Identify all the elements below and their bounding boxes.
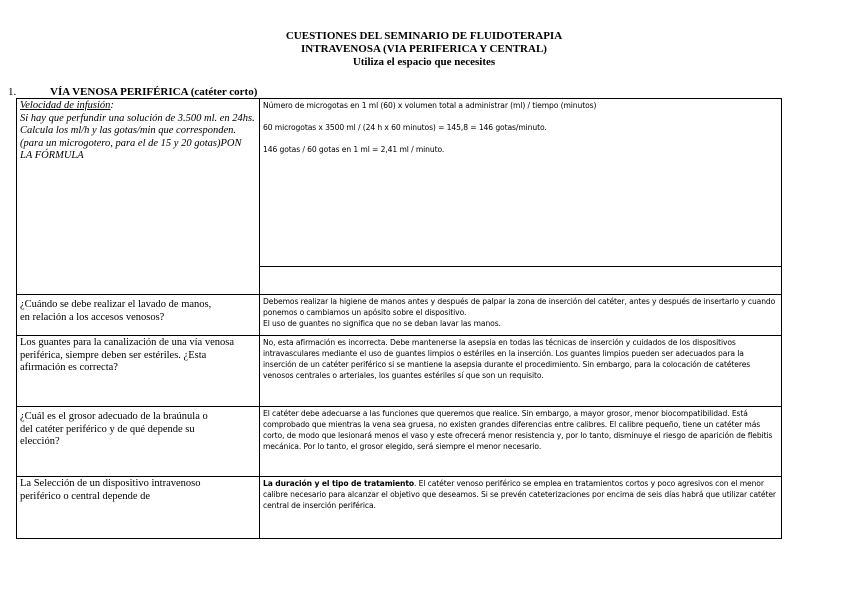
answer-cell[interactable] <box>260 99 782 267</box>
answer-cell[interactable] <box>260 477 782 539</box>
answer-line: No, esta afirmación es incorrecta. Debe mantenerse la asepsia en todas las técnicas de inserción y cuidados de los dispositivos intravasculares mediante el uso de guantes limpios o estériles en la inserción. Los guantes limpios pueden ser adecuados para la inserción de un catéter periférico si se mantiene la asepsia durante el procedimiento. Sin embargo, para la colocación de catéteres venosos centrales o arteriales, los guantes estériles sí que son un requisito. <box>263 338 751 380</box>
answer-line: El catéter debe adecuarse a las funciones que queremos que realice. Sin embargo, a mayor grosor, menor biocompatibilidad. Está comprobado que mientras la vena sea gruesa, no existen grandes diferencias entre calibres. El calibre pequeño, tiene un catéter más corto, de modo que lesionará menos el vaso y este ofrecerá menor resistencia y, por lo tanto, disminuye el riesgo de aparición de flebitis mecánica. Por lo tanto, el grosor elegido, será siempre el menor necesario. <box>263 409 773 451</box>
answer-line: Número de microgotas en 1 ml (60) x volumen total a administrar (ml) / tiempo (minutos) <box>263 101 597 110</box>
document-title <box>0 30 848 69</box>
answer-line: Debemos realizar la higiene de manos antes y después de palpar la zona de inserción del catéter, antes y después de insertarlo y cuando ponemos o cambiamos un apósito sobre el dispositivo. <box>263 297 776 317</box>
answer-line: El uso de guantes no significa que no se deban lavar las manos. <box>263 319 501 328</box>
question-text: ¿Cuándo se debe realizar el lavado de manos, en relación a los accesos venosos? <box>20 299 212 323</box>
answer-cell-empty[interactable] <box>260 267 782 295</box>
answer-bold-lead: La duración y el tipo de tratamiento <box>263 479 415 488</box>
section-number: 1. <box>8 86 17 98</box>
section-subtitle: (catéter corto) <box>190 86 258 98</box>
question-cell <box>17 477 260 539</box>
section-heading <box>8 86 258 98</box>
title-line-3: Utiliza el espacio que necesites <box>352 56 496 68</box>
table-row <box>17 477 782 539</box>
question-cell <box>17 295 260 336</box>
table-row <box>17 336 782 407</box>
question-cell <box>17 99 260 295</box>
question-text: ¿Cuál es el grosor adecuado de la braúnula o del catéter periférico y de qué depende su elección? <box>20 411 208 447</box>
question-cell <box>17 336 260 407</box>
question-text: Los guantes para la canalización de una vía venosa periférica, siempre deben ser estériles. ¿Esta afirmación es correcta? <box>20 337 234 373</box>
answer-text: . El catéter venoso periférico se emplea en tratamientos cortos y poco agresivos con el menor calibre necesario para alcanzar el objetivo que deseamos. Si se prevén cateterizaciones por encima de seis días habrá que utilizar catéter central de inserción periférica. <box>263 479 776 510</box>
table-row <box>17 295 782 336</box>
answer-line <box>263 478 778 511</box>
question-text: Si hay que perfundir una solución de 3.500 ml. en 24hs. Calcula los ml/h y las gotas/min que corresponden. (para un microgotero, para el de 15 y 20 gotas)PON LA FÓRMULA <box>20 112 255 161</box>
answer-cell[interactable] <box>260 336 782 407</box>
question-colon: : <box>110 100 114 111</box>
table-row <box>17 407 782 477</box>
question-text: La Selección de un dispositivo intravenoso periférico o central depende de <box>20 478 201 502</box>
question-heading: Velocidad de infusión <box>20 100 111 111</box>
title-line-2: INTRAVENOSA (VIA PERIFERICA Y CENTRAL) <box>301 43 547 55</box>
answer-cell[interactable] <box>260 407 782 477</box>
answer-cell[interactable] <box>260 295 782 336</box>
answer-line: 146 gotas / 60 gotas en 1 ml = 2,41 ml / minuto. <box>263 145 445 154</box>
section-title: VÍA VENOSA PERIFÉRICA <box>50 86 188 98</box>
answer-line: 60 microgotas x 3500 ml / (24 h x 60 minutos) = 145,8 = 146 gotas/minuto. <box>263 123 547 132</box>
question-cell <box>17 407 260 477</box>
title-line-1: CUESTIONES DEL SEMINARIO DE FLUIDOTERAPIA <box>285 30 563 42</box>
questions-table <box>16 98 782 539</box>
table-row <box>17 99 782 267</box>
